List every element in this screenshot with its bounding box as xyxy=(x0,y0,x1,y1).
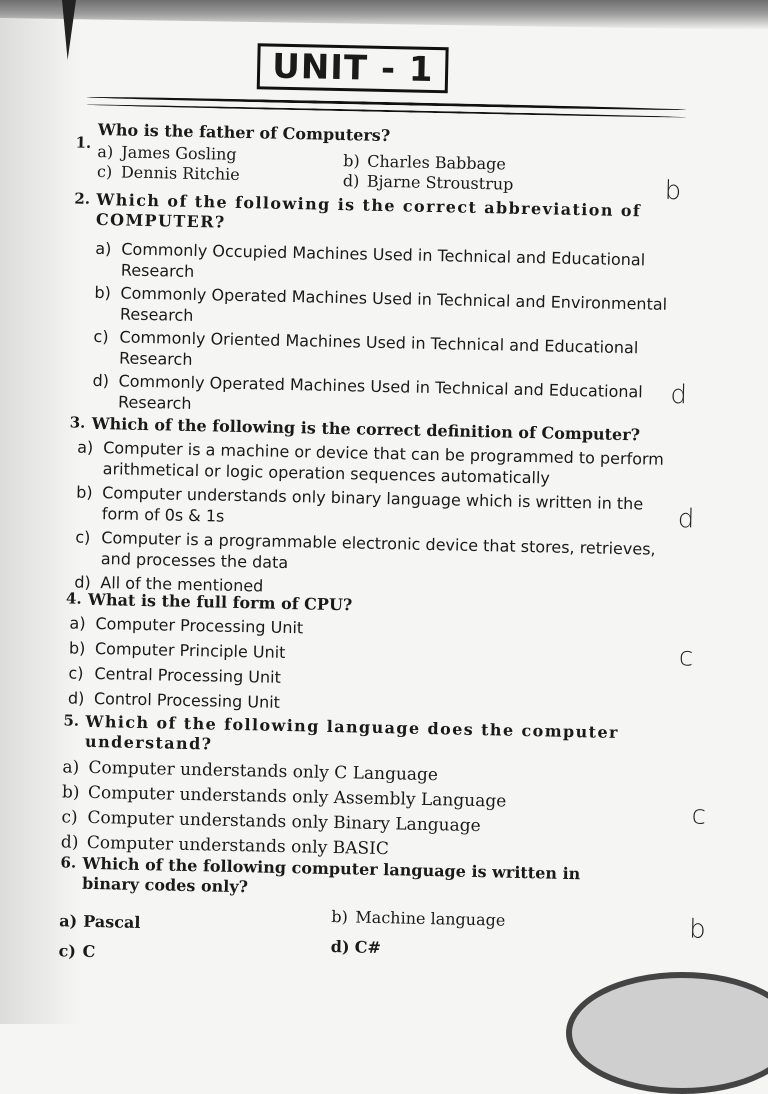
option-c: c) Computer understands only Binary Language xyxy=(61,807,481,837)
options-list xyxy=(74,437,669,605)
option-b: b) Computer understands only binary language which is written in the form of 0s & 1s xyxy=(76,482,644,526)
option-d: d) Computer understands only BASIC xyxy=(60,832,390,860)
option-b: b) Computer Principle Unit xyxy=(68,638,286,662)
option-a: a) Computer understands only C Language xyxy=(62,757,439,786)
handwritten-answer-4: c xyxy=(678,642,694,673)
question-text: Which of the following is the correct abbreviation of COMPUTER? xyxy=(95,189,642,232)
option-c: c) Commonly Oriented Machines Used in Technical and Educational Research xyxy=(93,326,639,369)
option-c: c) Computer is a programmable electronic device that stores, retrieves, and processes the data xyxy=(75,527,656,573)
question-number: 5. xyxy=(63,711,80,730)
handwritten-answer-1: b xyxy=(664,175,682,207)
option-a: a) Computer is a machine or device that can be programmed to perform arithmetical or logic operation sequences automatically xyxy=(76,437,665,488)
option-a: a) Commonly Occupied Machines Used in Technical and Educational Research xyxy=(95,238,646,281)
question-5 xyxy=(61,711,664,866)
options-list xyxy=(61,757,663,866)
question-text: Who is the father of Computers? xyxy=(97,119,391,146)
option-a: a) Computer Processing Unit xyxy=(69,613,304,638)
option-d: d) All of the mentioned xyxy=(74,572,264,596)
option-a: a) Pascal xyxy=(59,911,141,933)
handwritten-answer-2: d xyxy=(670,379,688,411)
question-number: 4. xyxy=(65,589,82,608)
option-d: d) Commonly Operated Machines Used in Technical and Educational Research xyxy=(92,370,643,413)
options-list xyxy=(68,612,666,720)
title-underline xyxy=(86,96,686,112)
option-c: c) Dennis Ritchie xyxy=(96,161,240,184)
question-text: Which of the following computer language is written in binary codes only? xyxy=(81,853,581,897)
option-c: c) Central Processing Unit xyxy=(68,663,282,687)
question-text: Which of the following is the correct definition of Computer? xyxy=(91,413,641,445)
question-4 xyxy=(64,589,666,721)
option-b: b) Computer understands only Assembly Language xyxy=(61,782,507,812)
question-number: 3. xyxy=(69,413,86,432)
handwritten-answer-5: c xyxy=(691,800,707,831)
option-b: b) Machine language xyxy=(331,907,506,930)
option-d: d) Control Processing Unit xyxy=(67,688,281,712)
option-d: d) Bjarne Stroustrup xyxy=(342,171,514,194)
option-b: b) Commonly Operated Machines Used in Technical and Environmental Research xyxy=(94,282,668,325)
handwritten-answer-6: b xyxy=(688,914,707,945)
question-text: What is the full form of CPU? xyxy=(87,589,353,615)
option-b: b) Charles Babbage xyxy=(343,151,507,174)
question-number: 2. xyxy=(74,189,91,208)
handwritten-answer-3: d xyxy=(677,504,695,535)
option-a: a) James Gosling xyxy=(97,141,237,164)
options-list xyxy=(92,238,674,424)
option-d: d) C# xyxy=(330,937,382,958)
unit-title: UNIT - 1 xyxy=(257,43,449,93)
question-text: Which of the following language does the computer understand? xyxy=(84,711,620,754)
printed-page xyxy=(58,24,707,1017)
question-number: 6. xyxy=(60,853,77,872)
question-number: 1. xyxy=(75,133,92,152)
question-2 xyxy=(70,189,675,424)
question-3 xyxy=(65,413,670,608)
option-c: c) C xyxy=(58,941,96,962)
question-1 xyxy=(75,119,676,194)
